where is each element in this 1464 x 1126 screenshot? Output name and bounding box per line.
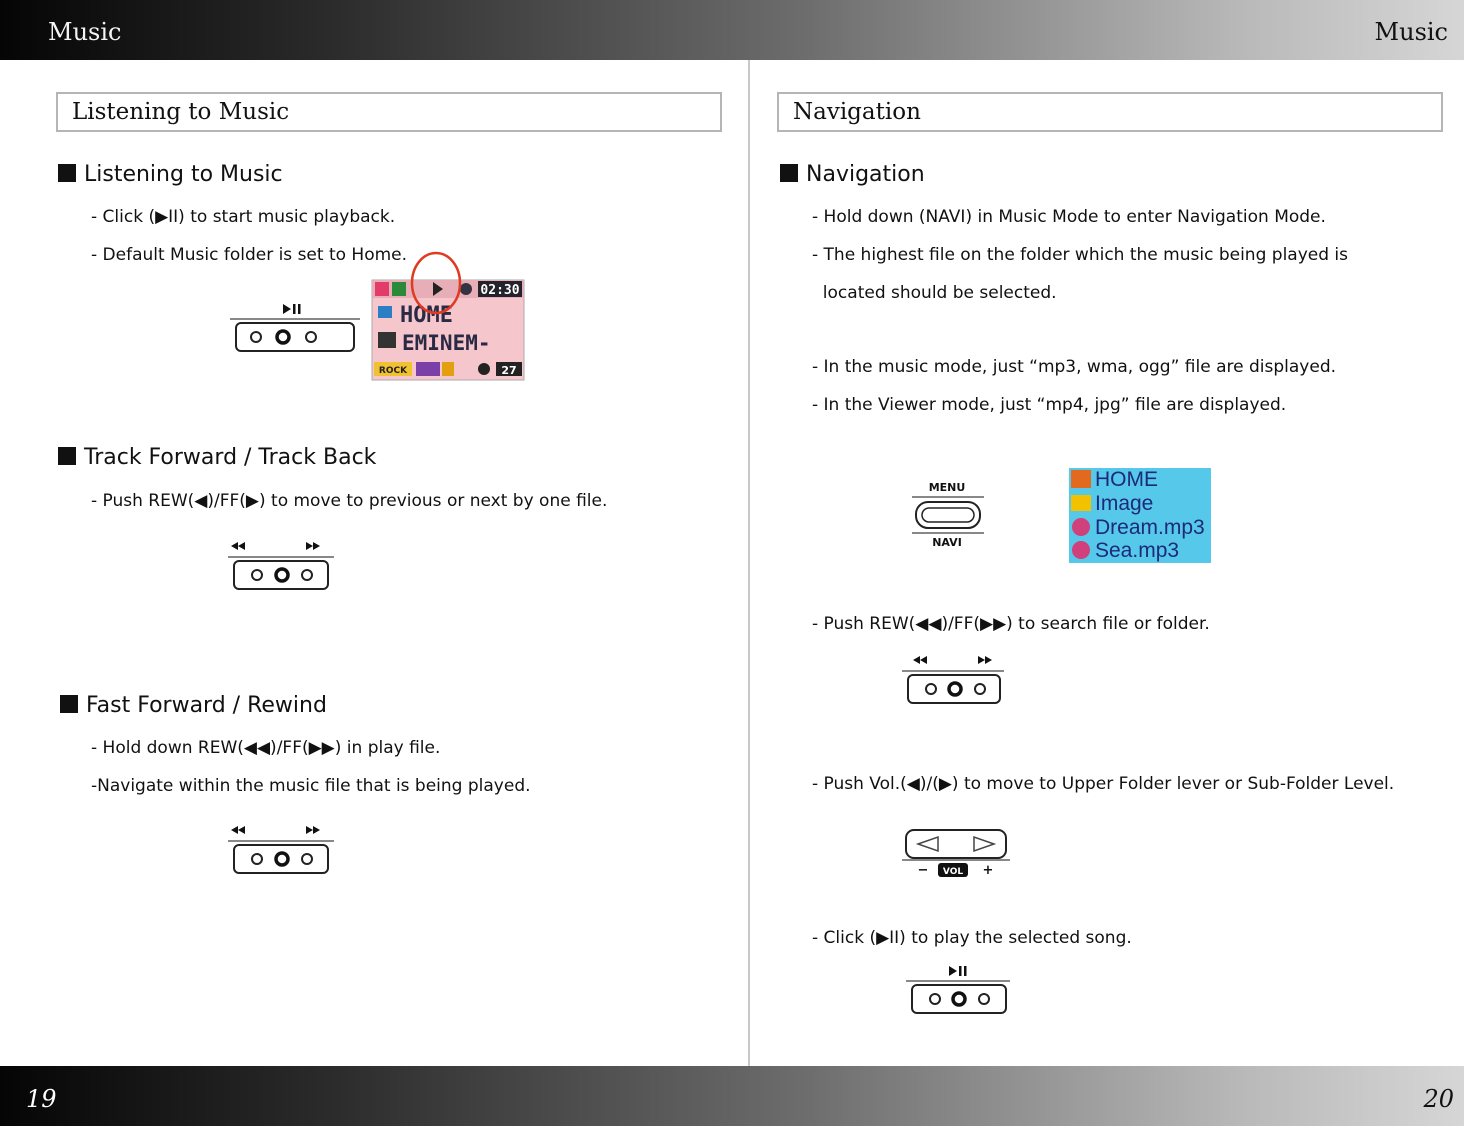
listening-line-1: - Click (▶II) to start music playback. (91, 207, 396, 227)
page-number-right: 20 (1423, 1085, 1454, 1113)
heading-fast: Fast Forward / Rewind (60, 692, 327, 720)
rew-ff-button-icon (226, 538, 336, 594)
music-file-icon (1072, 518, 1090, 536)
home-icon (1071, 470, 1091, 488)
nav-play-line: - Click (▶II) to play the selected song. (812, 928, 1132, 948)
play-pause-icon (228, 300, 362, 356)
fast-line-1: - Hold down REW(◀◀)/FF(▶▶) in play file. (91, 738, 441, 758)
svg-text:−: − (917, 863, 929, 878)
page-divider (748, 60, 750, 1066)
listening-line-2: - Default Music folder is set to Home. (91, 245, 408, 265)
svg-text:HOME: HOME (400, 303, 453, 328)
bullet-square-icon (780, 164, 798, 182)
nav-line-3: located should be selected. (812, 283, 1057, 303)
fast-line-2: -Navigate within the music file that is being played. (91, 776, 531, 796)
svg-text:EMINEM-: EMINEM- (402, 331, 491, 355)
header-bar (0, 0, 1464, 60)
folder-icon (378, 306, 392, 318)
file-list-item: HOME (1095, 468, 1158, 491)
file-list-item: Image (1095, 492, 1154, 515)
navigation-file-list (1069, 468, 1211, 563)
menu-navi-button-icon (908, 478, 988, 552)
bullet-square-icon (60, 695, 78, 713)
svg-text:+: + (982, 863, 994, 878)
svg-text:NAVI: NAVI (932, 536, 962, 549)
folder-icon (1071, 495, 1091, 511)
heading-navigation: Navigation (780, 161, 925, 189)
rew-ff-button-icon (226, 822, 336, 878)
bullet-square-icon (58, 447, 76, 465)
svg-text:ROCK: ROCK (378, 366, 408, 376)
play-pause-icon (904, 962, 1014, 1018)
header-right-title: Music (1374, 18, 1448, 46)
nav-vol-line: - Push Vol.(◀)/(▶) to move to Upper Folder lever or Sub-Folder Level. (812, 774, 1395, 794)
music-file-icon (1072, 541, 1090, 559)
volume-rocker-icon (898, 824, 1014, 880)
section-title-navigation: Navigation (777, 92, 1443, 132)
heading-listening: Listening to Music (58, 161, 283, 189)
file-list-item: Dream.mp3 (1095, 516, 1205, 539)
nav-search-line: - Push REW(◀◀)/FF(▶▶) to search file or folder. (812, 614, 1210, 634)
svg-text:02:30: 02:30 (480, 283, 520, 298)
rew-ff-button-icon (898, 652, 1008, 708)
music-note-icon (375, 282, 389, 296)
heading-track: Track Forward / Track Back (58, 444, 376, 472)
nav-line-5: - In the Viewer mode, just “mp4, jpg” file are displayed. (812, 395, 1287, 415)
svg-text:MENU: MENU (928, 481, 966, 494)
file-list-item: Sea.mp3 (1095, 539, 1180, 562)
bullet-square-icon (58, 164, 76, 182)
player-lcd-screen (370, 250, 526, 382)
nav-line-4: - In the music mode, just “mp3, wma, ogg” file are displayed. (812, 357, 1337, 377)
page-number-left: 19 (26, 1085, 57, 1113)
track-line-1: - Push REW(◀)/FF(▶) to move to previous or next by one file. (91, 491, 608, 511)
header-left-title: Music (48, 18, 122, 46)
section-title-listening: Listening to Music (56, 92, 722, 132)
svg-text:VOL: VOL (942, 867, 964, 877)
nav-line-1: - Hold down (NAVI) in Music Mode to enter Navigation Mode. (812, 207, 1326, 227)
footer-bar (0, 1066, 1464, 1126)
svg-text:27: 27 (501, 364, 517, 377)
nav-line-2: - The highest file on the folder which the music being played is (812, 245, 1348, 265)
